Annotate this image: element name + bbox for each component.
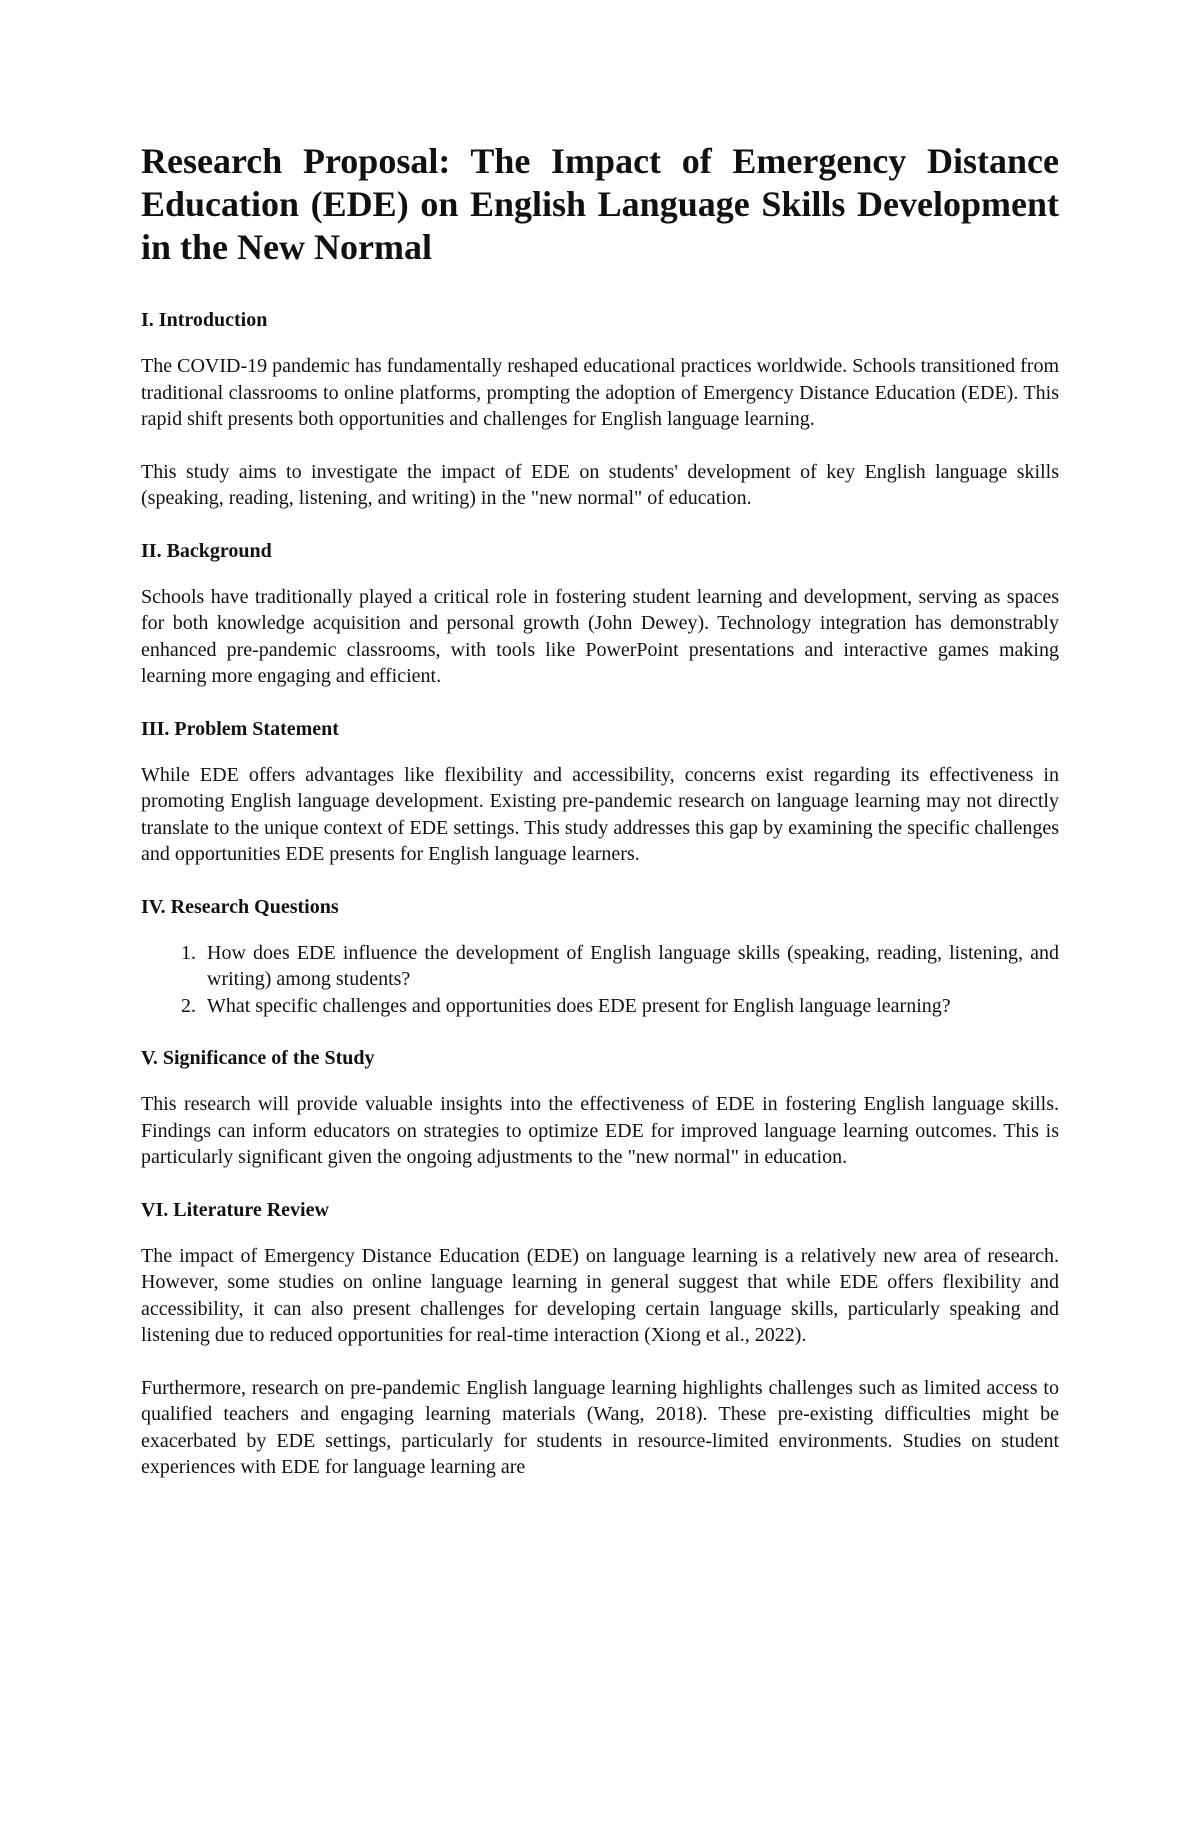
document-page xyxy=(141,140,1059,1507)
list-item-number: 2. xyxy=(181,994,196,1017)
paragraph: This study aims to investigate the impact of EDE on students' development of key English language skills (speaking, reading, listening, and writing) in the "new normal" of education. xyxy=(141,460,1059,509)
section-problem-statement xyxy=(141,716,1059,868)
paragraph: Schools have traditionally played a critical role in fostering student learning and development, serving as spaces for both knowledge acquisition and personal growth (John Dewey). Technology integration has demonstrably enhanced pre-pandemic classrooms, with tools like PowerPoint presentations and interactive games making learning more engaging and efficient. xyxy=(141,585,1059,687)
section-heading: III. Problem Statement xyxy=(141,717,339,740)
paragraph: The COVID-19 pandemic has fundamentally reshaped educational practices worldwide. Schools transitioned from traditional classrooms to online platforms, prompting the adoption of Emergency Distance Education (EDE). This rapid shift presents both opportunities and challenges for English language learning. xyxy=(141,355,1059,430)
research-questions-list xyxy=(141,940,1059,1020)
paragraph: The impact of Emergency Distance Education (EDE) on language learning is a relatively new area of research. However, some studies on online language learning in general suggest that while EDE offers flexibility and accessibility, it can also present challenges for developing certain language skills, particularly speaking and listening due to reduced opportunities for real-time interaction (Xiong et al., 2022). xyxy=(141,1244,1059,1346)
list-item-number: 1. xyxy=(181,941,196,964)
section-research-questions xyxy=(141,894,1059,1020)
list-item xyxy=(141,940,1059,993)
section-heading: VI. Literature Review xyxy=(141,1198,329,1221)
section-heading: I. Introduction xyxy=(141,309,268,331)
section-heading: V. Significance of the Study xyxy=(141,1047,375,1069)
section-introduction xyxy=(141,307,1059,512)
paragraph: While EDE offers advantages like flexibility and accessibility, concerns exist regarding its effectiveness in promoting English language development. Existing pre-pandemic research on language learning may not directly translate to the unique context of EDE settings. This study addresses this gap by examining the specific challenges and opportunities EDE presents for English language learners. xyxy=(141,763,1059,865)
section-background xyxy=(141,538,1059,690)
section-significance xyxy=(141,1045,1059,1171)
list-item-text: What specific challenges and opportunities does EDE present for English language learning? xyxy=(207,994,951,1017)
section-literature-review xyxy=(141,1197,1059,1481)
paragraph: This research will provide valuable insights into the effectiveness of EDE in fostering English language skills. Findings can inform educators on strategies to optimize EDE for improved language learning outcomes. This is particularly significant given the ongoing adjustments to the "new normal" in education. xyxy=(141,1093,1059,1168)
list-item-text: How does EDE influence the development of English language skills (speaking, reading, listening, and writing) among students? xyxy=(207,941,1059,990)
paragraph: Furthermore, research on pre-pandemic English language learning highlights challenges such as limited access to qualified teachers and engaging learning materials (Wang, 2018). These pre-existing difficulties might be exacerbated by EDE settings, particularly for students in resource-limited environments. Studies on student experiences with EDE for language learning are xyxy=(141,1376,1059,1478)
document-title: Research Proposal: The Impact of Emergency Distance Education (EDE) on English Language Skills Development in the New Normal xyxy=(141,141,1059,267)
section-heading: II. Background xyxy=(141,539,272,562)
list-item xyxy=(141,993,1059,1020)
section-heading: IV. Research Questions xyxy=(141,895,339,918)
